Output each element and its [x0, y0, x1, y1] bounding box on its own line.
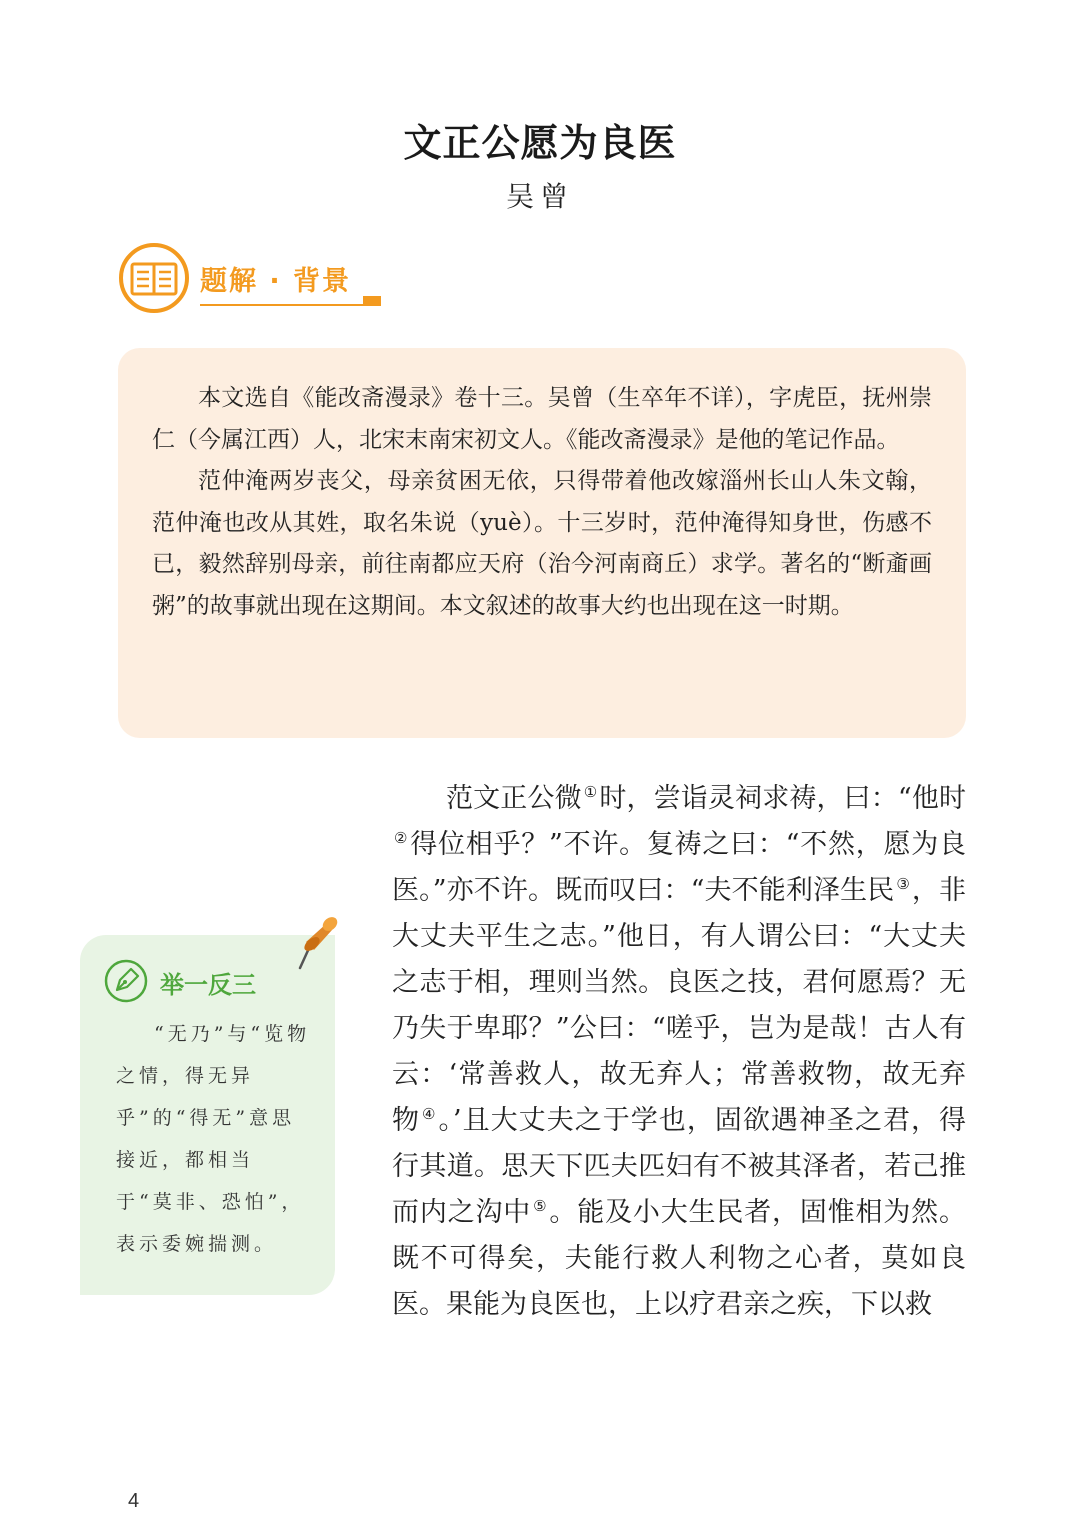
- text-segment: 得位相乎？”不许。复祷之曰：“不然，愿为良医。”亦不许。既而叹曰：“夫不能利泽生民: [392, 829, 967, 906]
- author-name: 吴曾: [505, 180, 574, 213]
- text-segment: 时，尝诣灵祠求祷，曰：“他时: [599, 783, 967, 814]
- footnote-marker: ③: [896, 875, 910, 893]
- text-segment: 。能及小大生民者，固惟相为然。既不可得矣，夫能行救人利物之心者，莫如良医。果能为良医也，上以疗君亲之疾，下以救: [392, 1197, 967, 1320]
- intro-paragraph: 本文选自《能改斋漫录》卷十三。吴曾（生卒年不详），字虎臣，抚州崇仁（今属江西）人，北宋末南宋初文人。《能改斋漫录》是他的笔记作品。: [152, 385, 932, 453]
- section-header: [118, 242, 388, 314]
- side-note-title: 举一反三: [160, 971, 256, 999]
- pushpin-icon: [296, 912, 340, 970]
- text-segment: 范文正公微: [446, 783, 582, 814]
- text-segment: 。’且大丈夫之于学也，固欲遇神圣之君，得行其道。思天下匹夫匹妇有不被其泽者，若己推而内之沟中: [392, 1105, 967, 1228]
- intro-box: [118, 348, 966, 738]
- open-book-icon: [118, 242, 190, 314]
- page-number: 4: [128, 1490, 140, 1512]
- footnote-marker: ②: [394, 829, 409, 847]
- footnote-marker: ④: [422, 1105, 437, 1123]
- section-title: 题解 · 背景: [200, 266, 352, 297]
- main-text: [392, 776, 966, 1328]
- side-note: [80, 935, 335, 1295]
- page-title: 文正公愿为良医: [403, 121, 677, 165]
- footnote-marker: ①: [583, 783, 598, 801]
- side-note-text: “无乃”与“览物之情，得无异乎”的“得无”意思接近，都相当于“莫非、恐怕”，表示委婉揣测。: [116, 1023, 311, 1255]
- section-underline: [200, 304, 380, 306]
- text-segment: ，非大丈夫平生之志。”他日，有人谓公曰：“大丈夫之志于相，理则当然。良医之技，君何愿焉？无乃失于卑耶？”公曰：“嗟乎，岂为是哉！古人有云：‘常善救人，故无弃人；常善救物，故无弃物: [392, 875, 967, 1136]
- section-underline-tick: [363, 296, 381, 306]
- intro-paragraph: 范仲淹两岁丧父，母亲贫困无依，只得带着他改嫁淄州长山人朱文翰，范仲淹也改从其姓，取名朱说（yuè）。十三岁时，范仲淹得知身世，伤感不已，毅然辞别母亲，前往南都应天府（治今河南商丘）求学。著名的“断齑画粥”的故事就出现在这期间。本文叙述的故事大约也出现在这一时期。: [152, 468, 932, 619]
- pen-nib-icon: [104, 959, 148, 1003]
- footnote-marker: ⑤: [533, 1197, 548, 1215]
